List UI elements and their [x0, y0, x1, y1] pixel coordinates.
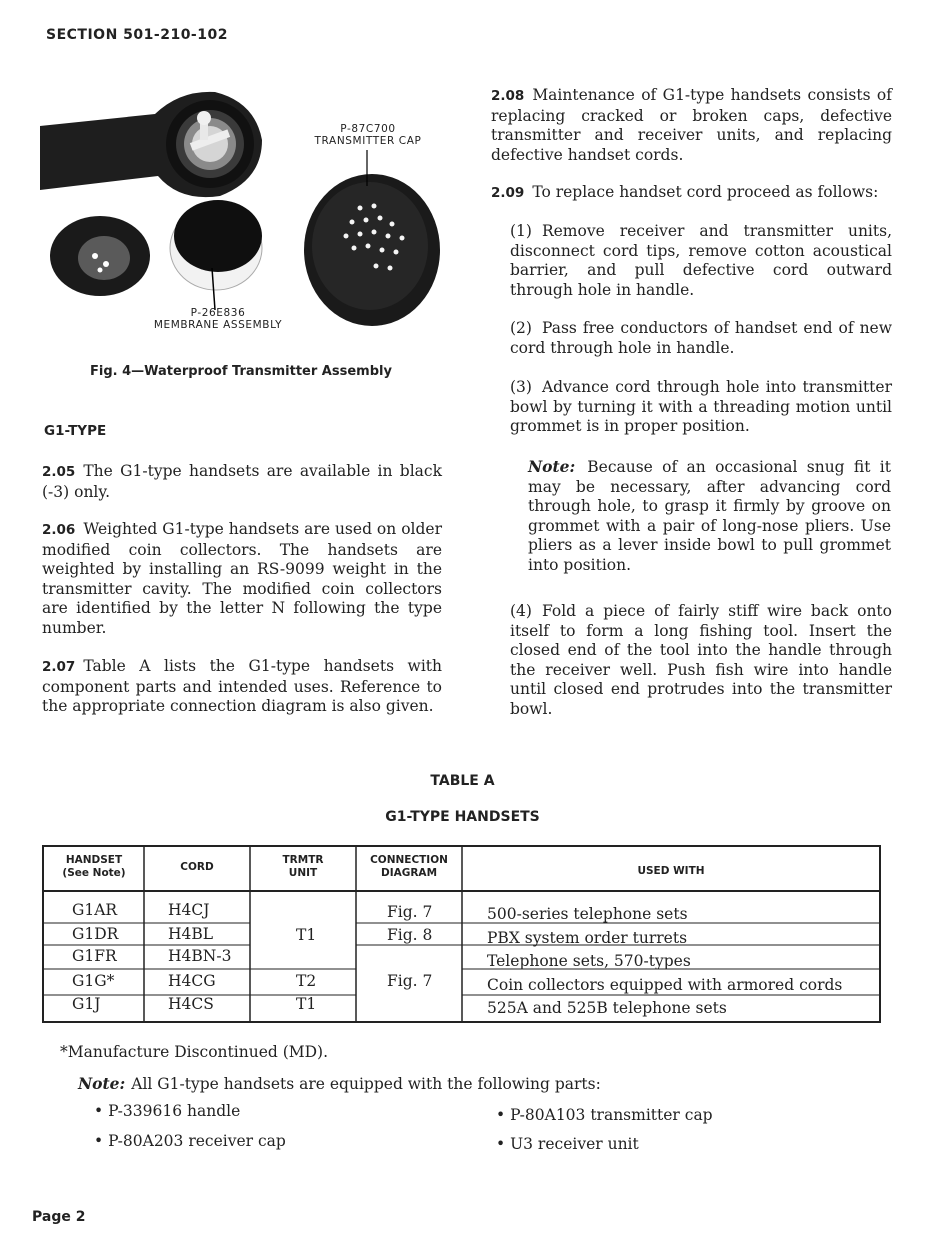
paragraph-number: 2.06 — [42, 522, 76, 538]
part-name: P-80A203 receiver cap — [108, 1132, 286, 1150]
transmitter-cap-part: P-87C700 — [340, 123, 396, 135]
paragraph-text: To replace handset cord proceed as follows: — [532, 183, 879, 201]
membrane-part: P-26E836 — [190, 307, 246, 319]
paragraph-2-07 — [42, 657, 442, 717]
cell-used-with: 525A and 525B telephone sets — [487, 999, 727, 1017]
note-block — [528, 457, 891, 575]
footnote-note — [78, 1074, 601, 1093]
step-text: Pass free conductors of handset end of new cord through hole in handle. — [510, 319, 892, 357]
membrane-label — [138, 307, 298, 331]
cell-used-with: PBX system order turrets — [487, 929, 688, 947]
header-trmtr-line1: TRMTR — [282, 854, 324, 866]
note-text: Because of an occasional snug fit it may be necessary, after advancing cord through hole, to grasp it firmly by groove on grommet with a pair of long-nose pliers. Use pliers as a lever inside bowl to pull grommet into position. — [528, 458, 891, 574]
figure-caption: Fig. 4—Waterproof Transmitter Assembly — [90, 364, 392, 379]
header-trmtr — [252, 854, 354, 880]
handsets-table — [42, 845, 882, 1025]
bullet-icon: • — [94, 1132, 109, 1150]
table-subtitle: G1-TYPE HANDSETS — [385, 809, 540, 825]
cell-trmtr: T1 — [296, 926, 317, 944]
step-number: (3) — [510, 378, 532, 396]
header-connection-line1: CONNECTION — [370, 854, 448, 866]
cell-handset: G1AR — [72, 901, 118, 919]
header-connection — [358, 854, 460, 880]
paragraph-number: 2.08 — [491, 88, 525, 104]
step-2 — [510, 319, 892, 358]
note-label: Note: — [528, 457, 576, 476]
part-list-item — [94, 1132, 286, 1150]
step-number: (4) — [510, 602, 532, 620]
header-connection-line2: DIAGRAM — [380, 867, 438, 879]
cell-used-with: 500-series telephone sets — [487, 905, 688, 923]
cell-cord: H4CG — [168, 972, 216, 990]
part-name: P-339616 handle — [108, 1102, 241, 1120]
cell-used-with: Coin collectors equipped with armored cords — [487, 976, 843, 994]
cell-used-with: Telephone sets, 570-types — [487, 952, 691, 970]
bullet-icon: • — [94, 1102, 109, 1120]
page-number: Page 2 — [32, 1209, 86, 1225]
header-handset — [46, 854, 142, 880]
header-trmtr-line2: UNIT — [288, 867, 318, 879]
cell-handset: G1FR — [72, 947, 117, 965]
footnote-note-text: All G1-type handsets are equipped with the following parts: — [131, 1075, 601, 1093]
footnote-note-label: Note: — [78, 1074, 126, 1093]
transmitter-cap-name: TRANSMITTER CAP — [314, 135, 422, 147]
cell-cord: H4CS — [168, 995, 214, 1013]
paragraph-2-06 — [42, 520, 442, 638]
cell-trmtr: T1 — [296, 995, 317, 1013]
cell-handset: G1J — [72, 995, 101, 1013]
paragraph-number: 2.05 — [42, 464, 76, 480]
header-handset-line1: HANDSET — [65, 854, 123, 866]
header-handset-line2: (See Note) — [62, 867, 126, 879]
header-cord: CORD — [180, 861, 214, 873]
paragraph-2-09 — [491, 183, 892, 204]
step-4 — [510, 602, 892, 719]
footnote-md: *Manufacture Discontinued (MD). — [60, 1043, 329, 1061]
membrane-name: MEMBRANE ASSEMBLY — [153, 319, 283, 331]
cell-handset: G1G* — [72, 972, 115, 990]
step-text: Remove receiver and transmitter units, disconnect cord tips, remove cotton acoustical barrier, and pull defective cord outward through hole in handle. — [510, 222, 892, 299]
part-list-item — [496, 1135, 639, 1153]
step-1 — [510, 222, 892, 300]
bullet-icon: • — [496, 1106, 511, 1124]
bullet-icon: • — [496, 1135, 511, 1153]
part-name: U3 receiver unit — [510, 1135, 639, 1153]
transmitter-cap-label — [298, 123, 438, 147]
cell-cord: H4BN-3 — [168, 947, 232, 965]
table-title: TABLE A — [430, 773, 495, 789]
paragraph-text: Weighted G1-type handsets are used on older modified coin collectors. The handsets are weighted by installing an RS-9099 weight in the transmitter cavity. The modified coin collectors are identified by the letter N following the type number. — [42, 520, 442, 637]
cell-cord: H4CJ — [168, 901, 210, 919]
step-text: Fold a piece of fairly stiff wire back onto itself to form a long fishing tool. Insert the closed end of the tool into the handle through the receiver well. Push fish wire into handle until closed end protrudes into the transmitter bowl. — [510, 602, 892, 718]
paragraph-number: 2.09 — [491, 185, 525, 201]
cell-trmtr: T2 — [296, 972, 317, 990]
part-list-item — [94, 1102, 240, 1120]
header-used-with: USED WITH — [637, 865, 705, 877]
paragraph-2-08 — [491, 86, 892, 165]
step-3 — [510, 378, 892, 437]
step-number: (1) — [510, 222, 532, 240]
paragraph-text: Table A lists the G1-type handsets with component parts and intended uses. Reference to the appropriate connection diagram is also given. — [42, 657, 442, 715]
step-text: Advance cord through hole into transmitter bowl by turning it with a threading motion until grommet is in proper position. — [510, 378, 892, 435]
cell-cord: H4BL — [168, 925, 214, 943]
paragraph-2-05 — [42, 462, 442, 502]
section-heading: G1-TYPE — [44, 423, 107, 439]
cell-diagram: Fig. 7 — [387, 903, 433, 921]
part-list-item — [496, 1106, 713, 1124]
figure-4 — [40, 78, 450, 348]
cell-handset: G1DR — [72, 925, 119, 943]
paragraph-text: Maintenance of G1-type handsets consists of replacing cracked or broken caps, defective transmitter and receiver units, and replacing defective handset cords. — [491, 86, 892, 164]
cell-diagram: Fig. 8 — [387, 926, 433, 944]
step-number: (2) — [510, 319, 532, 337]
cell-diagram: Fig. 7 — [387, 972, 433, 990]
part-name: P-80A103 transmitter cap — [510, 1106, 713, 1124]
section-header: SECTION 501-210-102 — [46, 27, 228, 43]
paragraph-text: The G1-type handsets are available in black (-3) only. — [42, 462, 442, 501]
paragraph-number: 2.07 — [42, 659, 76, 675]
